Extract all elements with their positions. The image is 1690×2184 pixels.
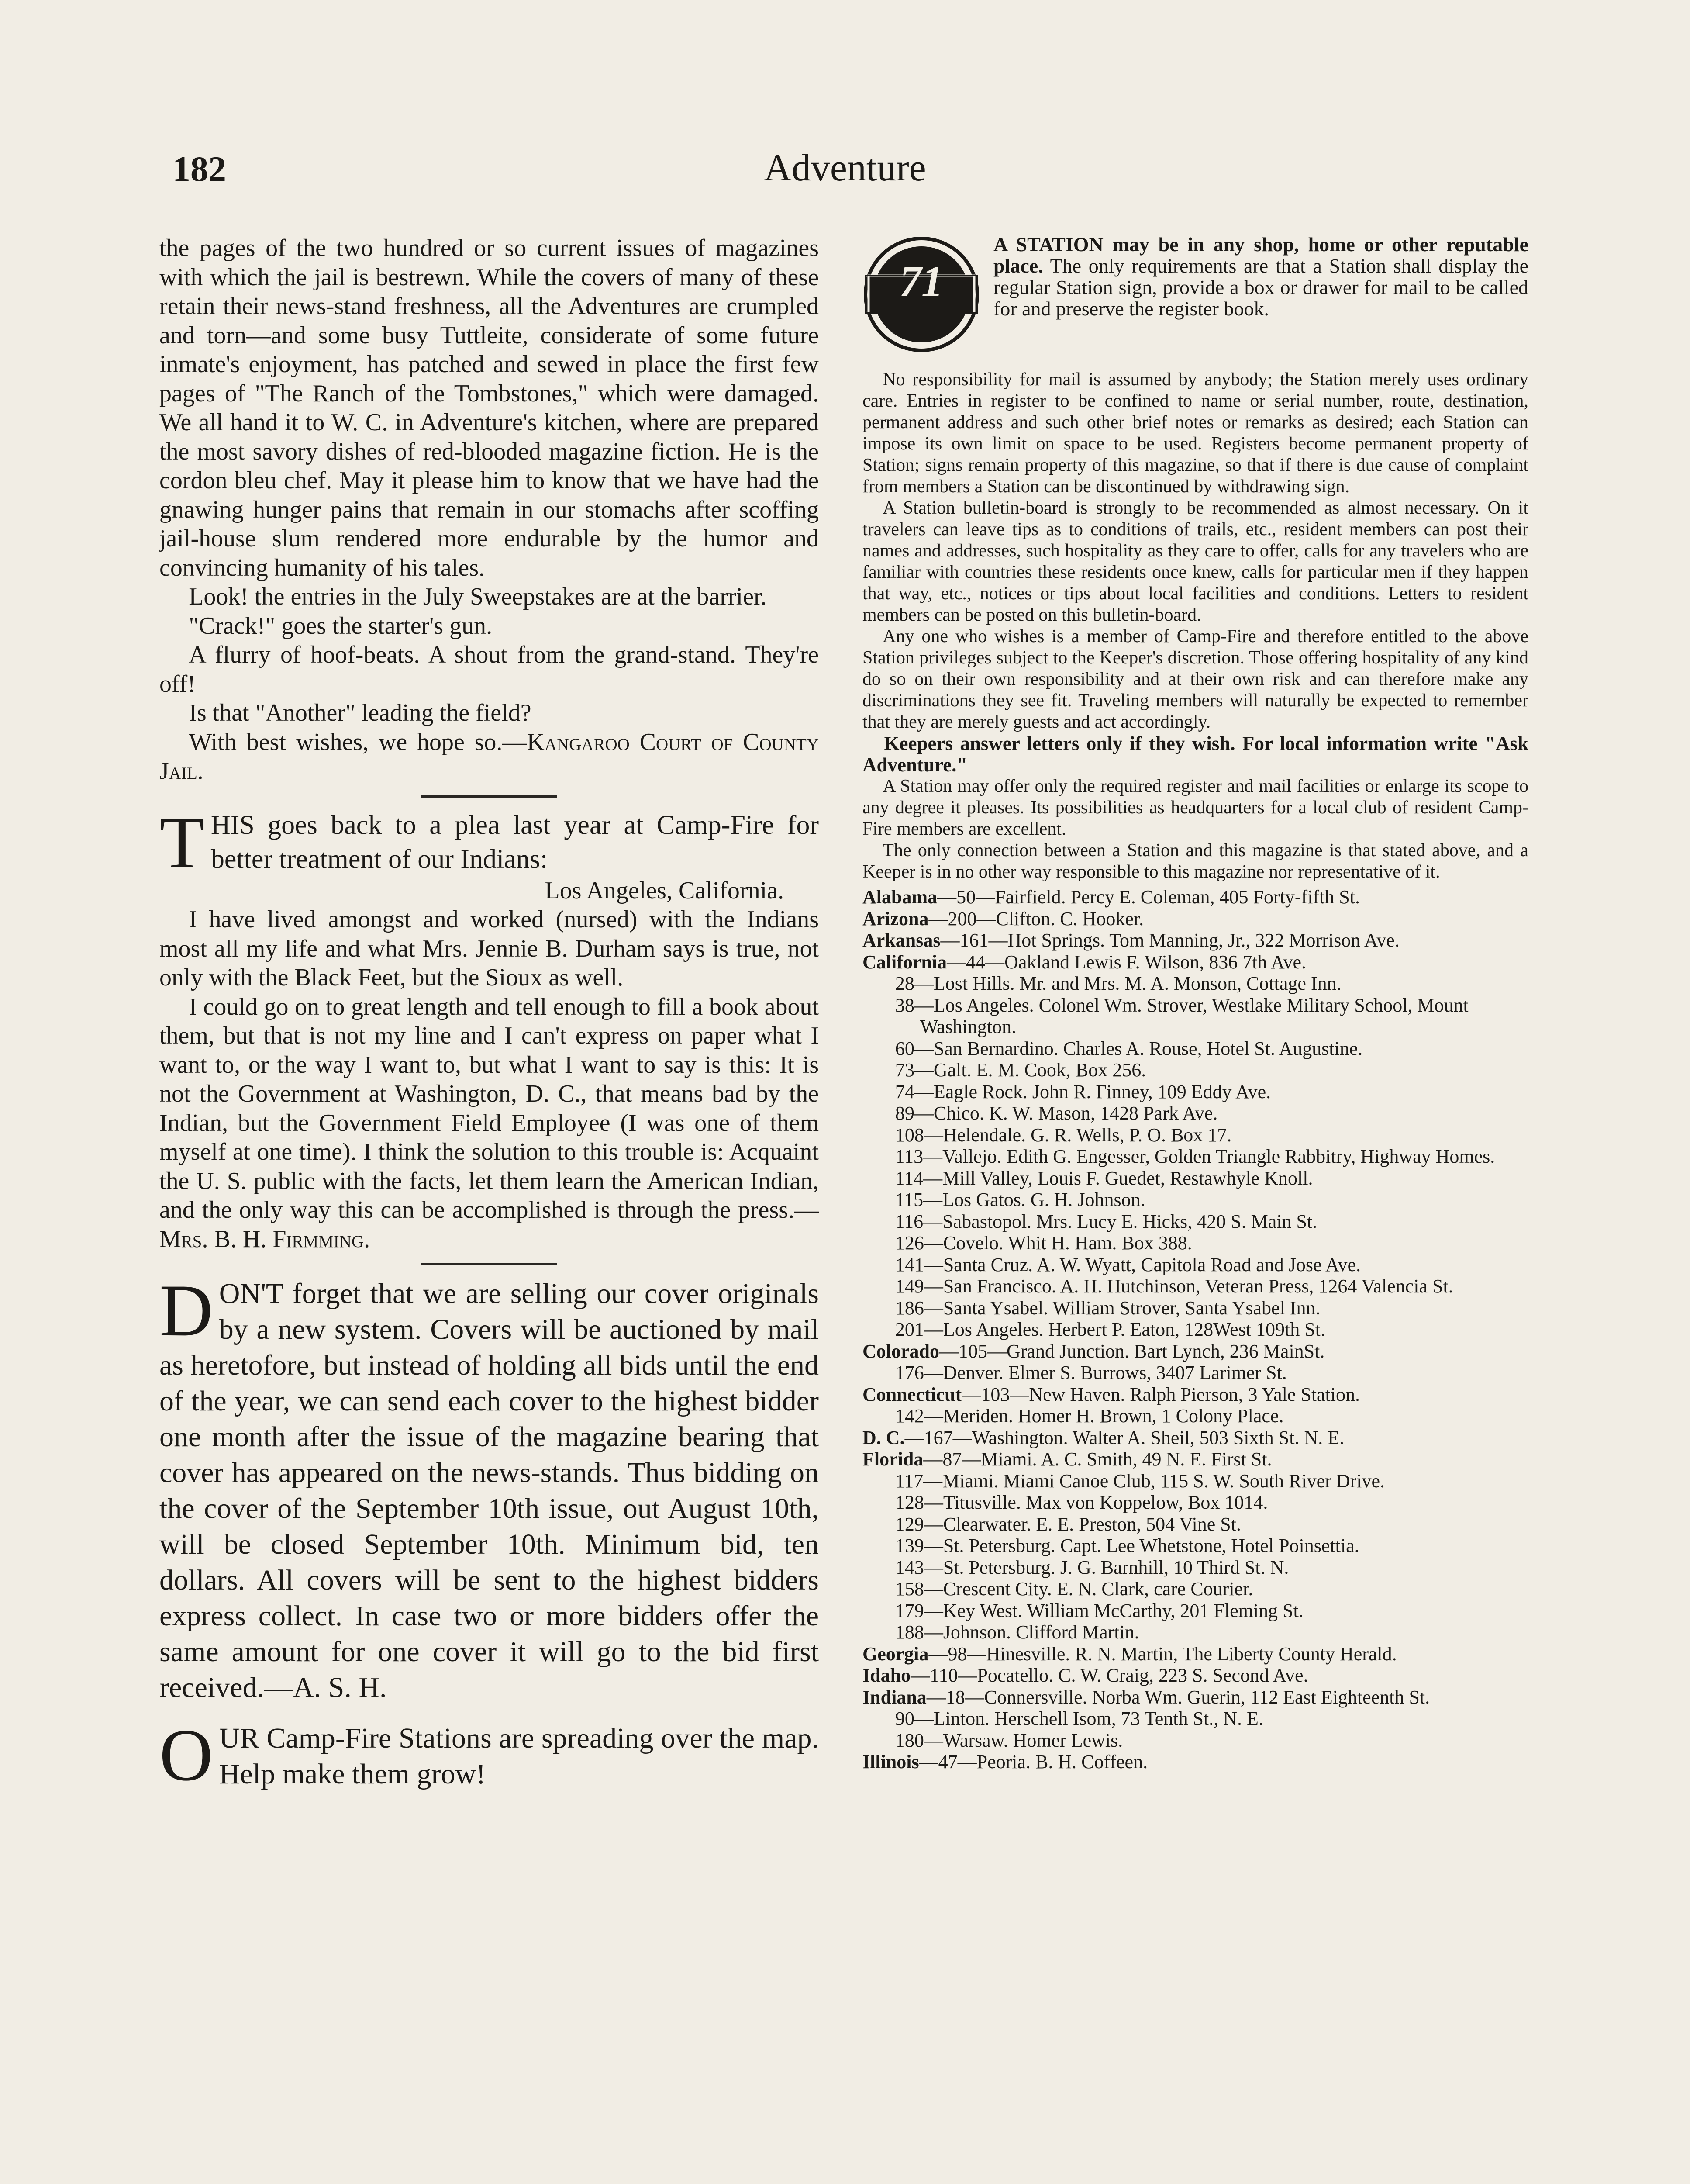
state-listing bbox=[862, 1643, 1528, 1665]
state-name: Arizona bbox=[862, 908, 929, 930]
station-entry-text: 114—Mill Valley, Louis F. Guedet, Restawhyle Knoll. bbox=[895, 1167, 1313, 1189]
station-entry bbox=[862, 1362, 1528, 1384]
station-entry: Arizona—200—Clifton. C. Hooker. bbox=[862, 908, 1144, 930]
station-entry bbox=[862, 1102, 1528, 1124]
station-entry: Arkansas—161—Hot Springs. Tom Manning, Jr., 322 Morrison Ave. bbox=[862, 930, 1400, 951]
station-entry-text: 186—Santa Ysabel. William Strover, Santa Ysabel Inn. bbox=[895, 1297, 1321, 1319]
station-entry-text: 201—Los Angeles. Herbert P. Eaton, 128West 109th St. bbox=[895, 1319, 1325, 1340]
state-listing bbox=[862, 886, 1528, 908]
station-entry-text: 103—New Haven. Ralph Pierson, 3 Yale Station. bbox=[981, 1383, 1360, 1405]
signature: Mrs. B. H. Firmming. bbox=[159, 1225, 370, 1253]
station-entry-text: 105—Grand Junction. Bart Lynch, 236 MainSt. bbox=[959, 1340, 1325, 1362]
station-entry bbox=[862, 973, 1528, 995]
letter-place: Los Angeles, California. bbox=[545, 877, 784, 904]
station-entry-text: 126—Covelo. Whit H. Ham. Box 388. bbox=[895, 1232, 1192, 1254]
station-entry bbox=[862, 1297, 1528, 1319]
station-entry-text: 116—Sabastopol. Mrs. Lucy E. Hicks, 420 S. Main St. bbox=[895, 1210, 1318, 1232]
section-divider bbox=[421, 1263, 557, 1265]
paragraph: Is that "Another" leading the field? bbox=[189, 699, 531, 726]
state-name: Indiana bbox=[862, 1686, 927, 1708]
section-intro-text: HIS goes back to a plea last year at Camp-Fire for better treatment of our Indians: bbox=[210, 810, 819, 874]
rules-paragraph: A Station bulletin-board is strongly to be recommended as almost necessary. On it travelers can leave tips as to conditions of trails, etc., resident members can post their names and addresses, such hospitality as they care to offer, calls for any travelers who are familiar with countries these residents once knew, calls for particular men if they happen that way, etc., notices or tips about local facilities and conditions. Letters to resident members can be posted on this bulletin-board. bbox=[862, 498, 1528, 625]
station-entry bbox=[862, 1232, 1528, 1254]
station-entry bbox=[862, 995, 1528, 1038]
station-entry-text: 44—Oakland Lewis F. Wilson, 836 7th Ave. bbox=[966, 951, 1307, 973]
station-entry-text: 128—Titusville. Max von Koppelow, Box 1014. bbox=[895, 1492, 1268, 1513]
state-listing bbox=[862, 930, 1528, 951]
rules-paragraph: No responsibility for mail is assumed by anybody; the Station merely uses ordinary care. Entries in register to be confined to name or serial number, route, destination, permanent address and such other brief notes or remarks as desired; each Station can impose its own limit on space to be used. Registers become permanent property of Station; signs remain property of this magazine, so that if there is due cause of complaint from members a Station can be discontinued by withdrawing sign. bbox=[862, 370, 1528, 497]
station-entry: D. C.—167—Washington. Walter A. Sheil, 503 Sixth St. N. E. bbox=[862, 1427, 1345, 1448]
rules-bold-note: Keepers answer letters only if they wish. For local information write "Ask Adventure." bbox=[862, 733, 1528, 776]
section-divider bbox=[421, 795, 557, 798]
paragraph-text: I could go on to great length and tell enough to fill a book about them, but that is not my line and I can't express on paper what I want to, or the way I want to, but what I want to say is this: It is not the Government at Washington, D. C., that means bad by the Indian, but the Government Field Employee (I was one of them myself at one time). I think the solution to this trouble is: Acquaint the U. S. public with the facts, let them learn the American Indian, and the only way this can be accomplished is through the press.— bbox=[159, 993, 819, 1223]
state-name: Connecticut bbox=[862, 1383, 962, 1405]
station-entry-text: 115—Los Gatos. G. H. Johnson. bbox=[895, 1189, 1145, 1210]
station-entry bbox=[862, 1535, 1528, 1557]
station-entry bbox=[862, 1189, 1528, 1211]
state-listing bbox=[862, 1665, 1528, 1686]
state-listing bbox=[862, 951, 1528, 1341]
state-name: Idaho bbox=[862, 1665, 911, 1686]
station-entry: Connecticut—103—New Haven. Ralph Pierson, 3 Yale Station. bbox=[862, 1383, 1360, 1405]
state-name: Arkansas bbox=[862, 930, 941, 951]
letter-continuation: the pages of the two hundred or so current issues of magazines with which the jail is bestrewn. While the covers of many of these retain their news-stand freshness, all the Adventures are crumpled and torn—and some busy Tuttleite, considerate of some future inmate's enjoyment, has patched and sewed in place the first few pages of "The Ranch of the Tombstones," which were damaged. We all hand it to W. C. in Adventure's kitchen, where are prepared the most savory dishes of red-blooded magazine fiction. He is the cordon bleu chef. May it please him to know that we have had the gnawing hunger pains that remain in our stomachs after scoffing jail-house slum rendered more endurable by the humor and convincing humanity of his tales. bbox=[159, 235, 819, 581]
station-entry-text: 161—Hot Springs. Tom Manning, Jr., 322 Morrison Ave. bbox=[959, 930, 1400, 951]
station-entry-text: 179—Key West. William McCarthy, 201 Fleming St. bbox=[895, 1600, 1304, 1621]
station-entry-text: 139—St. Petersburg. Capt. Lee Whetstone, Hotel Poinsettia. bbox=[895, 1535, 1359, 1556]
station-entry: Indiana—18—Connersville. Norba Wm. Guerin, 112 East Eighteenth St. bbox=[862, 1686, 1430, 1708]
station-entry bbox=[862, 1211, 1528, 1233]
paragraph: A flurry of hoof-beats. A shout from the grand-stand. They're off! bbox=[159, 641, 819, 698]
state-name: Florida bbox=[862, 1448, 924, 1470]
right-column bbox=[862, 234, 1528, 2184]
drop-cap: O bbox=[159, 1714, 213, 1796]
station-entry-text: 90—Linton. Herschell Isom, 73 Tenth St., N. E. bbox=[895, 1708, 1263, 1729]
station-entry bbox=[862, 1168, 1528, 1189]
paragraph-text: With best wishes, we hope so.— bbox=[189, 728, 527, 756]
station-entry bbox=[862, 1405, 1528, 1427]
state-listing bbox=[862, 1341, 1528, 1384]
station-entry: California—44—Oakland Lewis F. Wilson, 836 7th Ave. bbox=[862, 951, 1307, 973]
lead-bold: A STATION may be in any shop, home or other reputable place. bbox=[993, 234, 1528, 277]
station-entry-text: 47—Peoria. B. H. Coffeen. bbox=[938, 1751, 1148, 1773]
state-listing bbox=[862, 1448, 1528, 1643]
station-entry bbox=[862, 1578, 1528, 1600]
station-entry bbox=[862, 1470, 1528, 1492]
station-entry bbox=[862, 1514, 1528, 1535]
station-entry: Idaho—110—Pocatello. C. W. Craig, 223 S. Second Ave. bbox=[862, 1665, 1308, 1686]
station-entry-text: 167—Washington. Walter A. Sheil, 503 Sixth St. N. E. bbox=[924, 1427, 1345, 1448]
station-entry bbox=[862, 1600, 1528, 1622]
station-entry bbox=[862, 1254, 1528, 1276]
station-entry-text: 60—San Bernardino. Charles A. Rouse, Hotel St. Augustine. bbox=[895, 1037, 1363, 1059]
cover-auction-notice bbox=[159, 1269, 819, 1706]
paragraph bbox=[159, 992, 819, 1254]
drop-cap: T bbox=[159, 801, 205, 884]
station-entry-text: 200—Clifton. C. Hooker. bbox=[948, 908, 1144, 930]
station-entry bbox=[862, 1081, 1528, 1103]
state-listing bbox=[862, 1384, 1528, 1427]
station-entry: Illinois—47—Peoria. B. H. Coffeen. bbox=[862, 1751, 1148, 1773]
station-entry: Florida—87—Miami. A. C. Smith, 49 N. E. First St. bbox=[862, 1448, 1272, 1470]
station-entry-text: 110—Pocatello. C. W. Craig, 223 S. Second Ave. bbox=[930, 1665, 1308, 1686]
state-listing bbox=[862, 1751, 1528, 1773]
station-entry bbox=[862, 1275, 1528, 1297]
station-entry-text: 98—Hinesville. R. N. Martin, The Liberty County Herald. bbox=[948, 1643, 1397, 1665]
station-entry-text: 18—Connersville. Norba Wm. Guerin, 112 East Eighteenth St. bbox=[945, 1686, 1430, 1708]
station-entry-text: 143—St. Petersburg. J. G. Barnhill, 10 Third St. N. bbox=[895, 1556, 1289, 1578]
station-entry bbox=[862, 1730, 1528, 1752]
station-entry bbox=[862, 1038, 1528, 1060]
station-entry bbox=[862, 1557, 1528, 1579]
rules-paragraph: A Station may offer only the required register and mail facilities or enlarge its scope to any degree it pleases. Its possibilities as headquarters for a local club of resident Camp-Fire members are excellent. bbox=[862, 776, 1528, 839]
rules-paragraph: Any one who wishes is a member of Camp-Fire and therefore entitled to the above Station privileges subject to the Keeper's discretion. Those offering hospitality of any kind do so on their own responsibility and at their own risk and can therefore make any discriminations they see fit. Traveling members will naturally be expected to remember that they are merely guests and act accordingly. bbox=[862, 626, 1528, 732]
page-number: 182 bbox=[172, 149, 226, 189]
state-listing bbox=[862, 1427, 1528, 1449]
badge-number: 71 bbox=[900, 257, 943, 305]
station-entry-text: 142—Meriden. Homer H. Brown, 1 Colony Place. bbox=[895, 1405, 1284, 1427]
notice-text: ON'T forget that we are selling our cover originals by a new system. Covers will be auctioned by mail as heretofore, but instead of holding all bids until the end of the year, we can send each cover to the highest bidder one month after the issue of the magazine bearing that cover has appeared on the news-stands. Thus bidding on the cover of the September 10th issue, out August 10th, will be closed September 10th. Minimum bid, ten dollars. All covers will be sent to the highest bidders express collect. In case two or more bidders offer the same amount for one cover it will go to the bid first received.—A. S. H. bbox=[159, 1278, 819, 1704]
paragraph: I have lived amongst and worked (nursed) with the Indians most all my life and what Mrs. Jennie B. Durham says is true, not only with the Black Feet, but the Sioux as well. bbox=[159, 906, 819, 991]
state-name: Illinois bbox=[862, 1751, 919, 1773]
station-entry-text: 74—Eagle Rock. John R. Finney, 109 Eddy Ave. bbox=[895, 1081, 1271, 1102]
station-entry-text: 38—Los Angeles. Colonel Wm. Strover, Westlake Military School, Mount Washington. bbox=[895, 994, 1469, 1037]
left-column bbox=[159, 234, 819, 2184]
station-entry bbox=[862, 1319, 1528, 1341]
station-entry-text: 141—Santa Cruz. A. W. Wyatt, Capitola Road and Jose Ave. bbox=[895, 1254, 1361, 1275]
station-entry-text: 149—San Francisco. A. H. Hutchinson, Veteran Press, 1264 Valencia St. bbox=[895, 1275, 1453, 1297]
signature: Kangaroo Court of County Jail. bbox=[159, 728, 819, 784]
station-rules-lead bbox=[862, 234, 1528, 369]
station-entry-text: 73—Galt. E. M. Cook, Box 256. bbox=[895, 1059, 1146, 1081]
station-entry bbox=[862, 1146, 1528, 1168]
state-name: Georgia bbox=[862, 1643, 929, 1665]
station-entry-text: 188—Johnson. Clifford Martin. bbox=[895, 1621, 1139, 1643]
paragraph: Look! the entries in the July Sweepstakes are at the barrier. bbox=[189, 583, 767, 610]
state-listing bbox=[862, 1686, 1528, 1752]
station-entry-text: 113—Vallejo. Edith G. Engesser, Golden Triangle Rabbitry, Highway Homes. bbox=[895, 1146, 1495, 1167]
rules-paragraph: The only connection between a Station and this magazine is that stated above, and a Keeper is in no other way responsible to this magazine nor representative of it. bbox=[862, 840, 1528, 882]
page-header bbox=[0, 149, 1690, 205]
station-entry: Colorado—105—Grand Junction. Bart Lynch, 236 MainSt. bbox=[862, 1340, 1325, 1362]
state-name: Alabama bbox=[862, 886, 938, 908]
state-name: D. C. bbox=[862, 1427, 905, 1448]
state-name: Colorado bbox=[862, 1340, 939, 1362]
station-entry bbox=[862, 1621, 1528, 1643]
stations-intro bbox=[159, 1714, 819, 1796]
station-entry: Georgia—98—Hinesville. R. N. Martin, The Liberty County Herald. bbox=[862, 1643, 1397, 1665]
station-badge-icon bbox=[862, 235, 980, 353]
station-listings bbox=[862, 886, 1528, 1773]
lead-rest: The only requirements are that a Station shall display the regular Station sign, provide a box or drawer for mail to be called for and preserve the register book. bbox=[993, 255, 1528, 320]
drop-cap: D bbox=[159, 1269, 213, 1351]
station-entry bbox=[862, 1492, 1528, 1514]
station-entry bbox=[862, 1059, 1528, 1081]
running-title: Adventure bbox=[764, 147, 926, 189]
station-entry: Alabama—50—Fairfield. Percy E. Coleman, 405 Forty-fifth St. bbox=[862, 886, 1360, 908]
station-entry-text: 108—Helendale. G. R. Wells, P. O. Box 17. bbox=[895, 1124, 1232, 1146]
state-name: California bbox=[862, 951, 947, 973]
station-entry-text: 117—Miami. Miami Canoe Club, 115 S. W. South River Drive. bbox=[895, 1470, 1385, 1492]
station-entry bbox=[862, 1124, 1528, 1146]
station-entry-text: 28—Lost Hills. Mr. and Mrs. M. A. Monson, Cottage Inn. bbox=[895, 973, 1342, 994]
station-entry-text: 158—Crescent City. E. N. Clark, care Courier. bbox=[895, 1578, 1253, 1600]
paragraph bbox=[159, 728, 819, 786]
station-entry-text: 180—Warsaw. Homer Lewis. bbox=[895, 1729, 1123, 1751]
paragraph: "Crack!" goes the starter's gun. bbox=[189, 612, 493, 639]
station-entry bbox=[862, 1708, 1528, 1730]
station-entry-text: 87—Miami. A. C. Smith, 49 N. E. First St. bbox=[942, 1448, 1272, 1470]
state-listing bbox=[862, 908, 1528, 930]
stations-intro-text: UR Camp-Fire Stations are spreading over the map. Help make them grow! bbox=[219, 1722, 819, 1790]
station-entry-text: 89—Chico. K. W. Mason, 1428 Park Ave. bbox=[895, 1102, 1218, 1124]
station-entry-text: 129—Clearwater. E. E. Preston, 504 Vine St. bbox=[895, 1513, 1241, 1535]
station-entry-text: 176—Denver. Elmer S. Burrows, 3407 Larimer St. bbox=[895, 1362, 1287, 1383]
station-entry-text: 50—Fairfield. Percy E. Coleman, 405 Forty-fifth St. bbox=[956, 886, 1360, 908]
section-intro bbox=[159, 801, 819, 884]
